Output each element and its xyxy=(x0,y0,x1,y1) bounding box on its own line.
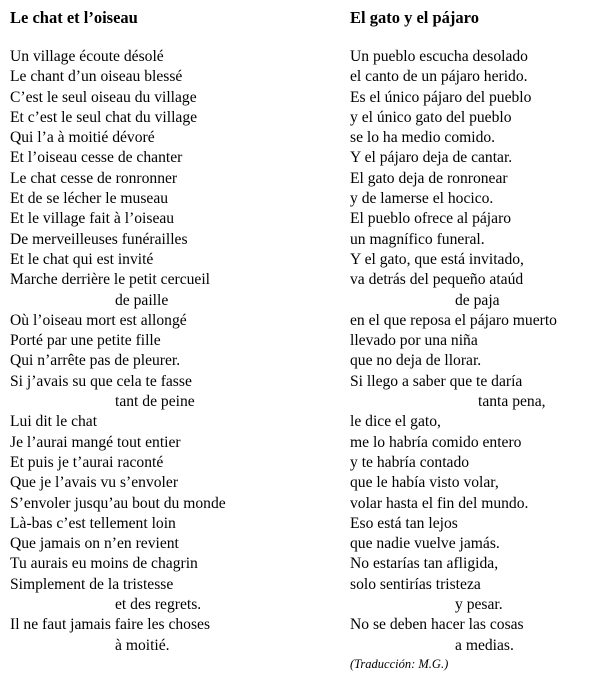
poem-line: Un pueblo escucha desolado xyxy=(350,48,528,65)
poem-line: Et puis je t’aurai raconté xyxy=(10,453,164,471)
poem-line: Et de se lécher le museau xyxy=(10,190,169,208)
poem-line: Si j’avais su que cela te fasse xyxy=(10,372,192,390)
poem-line: Porté par une petite fille xyxy=(10,332,161,350)
poem-line: Un village écoute désolé xyxy=(10,48,164,65)
poem-line: Et c’est le seul chat du village xyxy=(10,108,198,126)
poem-line: Il ne faut jamais faire les choses xyxy=(10,616,211,634)
poem-line: El gato deja de ronronear xyxy=(350,169,508,187)
poem-line: Tu aurais eu moins de chagrin xyxy=(10,555,198,573)
spanish-poem-column xyxy=(350,8,595,672)
poem-line: El pueblo ofrece al pájaro xyxy=(350,210,512,228)
poem-line: Simplement de la tristesse xyxy=(10,575,174,593)
poem-line: solo sentirías tristeza xyxy=(350,575,481,593)
poem-line: Et l’oiseau cesse de chanter xyxy=(10,149,183,167)
poem-line: va detrás del pequeño ataúd xyxy=(350,271,524,289)
poem-line: me lo habría comido entero xyxy=(350,433,522,451)
french-poem-lines xyxy=(10,47,330,656)
poem-line: Y el pájaro deja de cantar. xyxy=(350,149,513,167)
poem-line: que le había visto volar, xyxy=(350,474,499,492)
poem-line: Je l’aurai mangé tout entier xyxy=(10,433,181,451)
poem-line-continuation: de paja xyxy=(455,291,500,309)
poem-line: y de lamerse el hocico. xyxy=(350,190,494,208)
poem-line: volar hasta el fin del mundo. xyxy=(350,494,529,512)
poem-line: y te habría contado xyxy=(350,453,470,471)
poem-line-continuation: y pesar. xyxy=(455,596,503,614)
poem-line: Le chat cesse de ronronner xyxy=(10,169,178,187)
poem-line-continuation: et des regrets. xyxy=(115,596,202,614)
poem-line: Le chant d’un oiseau blessé xyxy=(10,68,183,86)
poem-line: De merveilleuses funérailles xyxy=(10,230,188,248)
poem-line: un magnífico funeral. xyxy=(350,230,485,248)
poem-line: Qui l’a à moitié dévoré xyxy=(10,129,155,147)
poem-line: le dice el gato, xyxy=(350,413,441,431)
poem-line: No se deben hacer las cosas xyxy=(350,616,524,634)
french-poem-column xyxy=(10,8,330,656)
spanish-poem-title: El gato y el pájaro xyxy=(350,8,479,27)
translation-credit: (Traducción: M.G.) xyxy=(350,656,449,671)
poem-line: C’est le seul oiseau du village xyxy=(10,88,197,106)
poem-line: el canto de un pájaro herido. xyxy=(350,68,528,86)
poem-line: Là-bas c’est tellement loin xyxy=(10,514,176,532)
poem-line: y el único gato del pueblo xyxy=(350,108,512,126)
poem-line: en el que reposa el pájaro muerto xyxy=(350,311,557,329)
poem-line: Et le chat qui est invité xyxy=(10,250,154,268)
poem-line: Où l’oiseau mort est allongé xyxy=(10,311,187,329)
poem-line: Et le village fait à l’oiseau xyxy=(10,210,175,228)
french-poem-title: Le chat et l’oiseau xyxy=(10,8,138,27)
spanish-poem-lines xyxy=(350,47,595,656)
poem-line: Marche derrière le petit cercueil xyxy=(10,271,210,289)
poem-line-continuation: de paille xyxy=(115,291,169,309)
poem-line: Que je l’avais vu s’envoler xyxy=(10,474,179,492)
poem-line: Qui n’arrête pas de pleurer. xyxy=(10,352,181,370)
poem-line-continuation: tanta pena, xyxy=(478,393,546,411)
poem-line-continuation: à moitié. xyxy=(115,636,170,654)
poem-line: que no deja de llorar. xyxy=(350,352,482,370)
poem-line: Lui dit le chat xyxy=(10,413,98,431)
poem-line: Y el gato, que está invitado, xyxy=(350,250,524,268)
poem-line-continuation: tant de peine xyxy=(115,393,195,411)
poem-line: Es el único pájaro del pueblo xyxy=(350,88,532,106)
poem-line: Si llego a saber que te daría xyxy=(350,372,523,390)
poem-line-continuation: a medias. xyxy=(455,636,514,654)
poem-line: S’envoler jusqu’au bout du monde xyxy=(10,494,226,512)
poem-line: No estarías tan afligida, xyxy=(350,555,499,573)
poem-line: Eso está tan lejos xyxy=(350,514,458,532)
poem-line: llevado por una niña xyxy=(350,332,478,350)
poem-line: Que jamais on n’en revient xyxy=(10,535,179,553)
poem-line: se lo ha medio comido. xyxy=(350,129,496,147)
poem-line: que nadie vuelve jamás. xyxy=(350,535,500,553)
